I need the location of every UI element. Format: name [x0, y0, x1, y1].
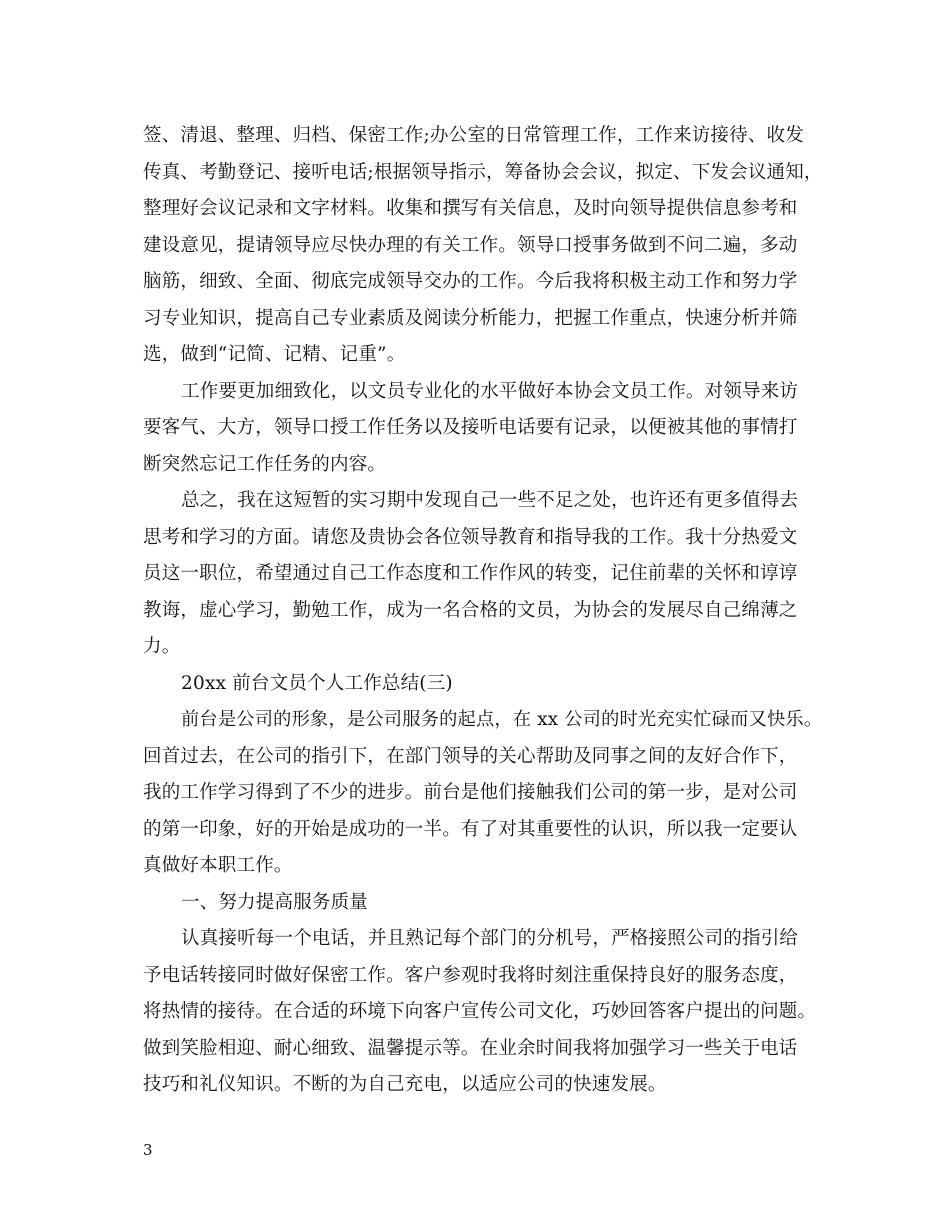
text-line: 总之，我在这短暂的实习期中发现自己一些不足之处，也许还有更多值得去 — [181, 490, 799, 511]
text-line: 真做好本职工作。 — [143, 855, 293, 876]
text-line: 习专业知识，提高自己专业素质及阅读分析能力，把握工作重点，快速分析并筛 — [143, 307, 798, 329]
text-line: 脑筋，细致、全面、彻底完成领导交办的工作。今后我将积极主动工作和努力学 — [143, 271, 798, 292]
text-line: 技巧和礼仪知识。不断的为自己充电，以适应公司的快速发展。 — [143, 1074, 667, 1095]
text-line: 要客气、大方，领导口授工作任务以及接听电话要有记录，以便被其他的事情打 — [143, 417, 798, 438]
text-line: 选，做到“记简、记精、记重”。 — [143, 344, 406, 365]
text-line: 教诲，虚心学习，勤勉工作，成为一名合格的文员，为协会的发展尽自己绵薄之 — [143, 599, 798, 621]
document-body — [143, 118, 823, 1104]
text-line: 认真接听每一个电话，并且熟记每个部门的分机号，严格接照公司的指引给 — [181, 928, 799, 949]
text-line: 建设意见，提请领导应尽快办理的有关工作。领导口授事务做到不问二遍，多动 — [143, 234, 798, 256]
text-line: 我的工作学习得到了不少的进步。前台是他们接触我们公司的第一步，是对公司 — [143, 782, 798, 803]
text-line: 一、努力提高服务质量 — [181, 891, 369, 913]
text-line: 签、清退、整理、归档、保密工作;办公室的日常管理工作，工作来访接待、收发 — [143, 125, 804, 146]
text-line: 工作要更加细致化，以文员专业化的水平做好本协会文员工作。对领导来访 — [181, 380, 799, 402]
text-line: 员这一职位，希望通过自己工作态度和工作作风的转变，记住前辈的关怀和谆谆 — [143, 563, 798, 584]
text-line: 力。 — [143, 636, 181, 657]
text-line: 将热情的接待。在合适的环境下向客户宣传公司文化，巧妙回答客户提出的问题。 — [143, 1001, 817, 1022]
text-line: 断突然忘记工作任务的内容。 — [143, 453, 387, 475]
text-line: 回首过去，在公司的指引下，在部门领导的关心帮助及同事之间的友好合作下， — [143, 745, 798, 767]
page-number: 3 — [143, 1141, 153, 1159]
text-line: 予电话转接同时做好保密工作。客户参观时我将时刻注重保持良好的服务态度， — [143, 964, 798, 986]
text-line: 的第一印象，好的开始是成功的一半。有了对其重要性的认识，所以我一定要认 — [143, 818, 798, 840]
text-line: 整理好会议记录和文字材料。收集和撰写有关信息，及时向领导提供信息参考和 — [143, 198, 798, 219]
text-line: 思考和学习的方面。请您及贵协会各位领导教育和指导我的工作。我十分热爱文 — [143, 526, 798, 548]
text-line: 传真、考勤登记、接听电话;根据领导指示，筹备协会会议，拟定、下发会议通知， — [143, 161, 823, 183]
text-line: 20xx 前台文员个人工作总结(三) — [181, 672, 453, 694]
text-line: 做到笑脸相迎、耐心细致、温馨提示等。在业余时间我将加强学习一些关于电话 — [143, 1037, 798, 1059]
text-line: 前台是公司的形象，是公司服务的起点，在 xx 公司的时光充实忙碌而又快乐。 — [181, 709, 823, 730]
